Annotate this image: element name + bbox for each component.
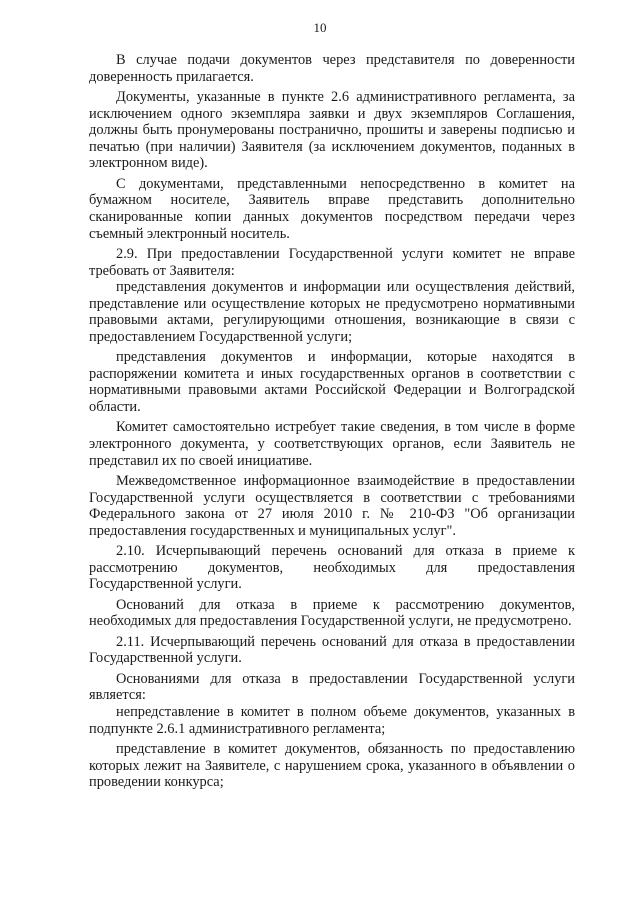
paragraph-scanned-copies: С документами, представленными непосредственно в комитет на бумажном носителе, Заявитель вправе представить дополнительно сканированные копии данных документов посредством передачи через съемный электронный носитель. <box>89 175 575 242</box>
paragraph-2-9-heading: 2.9. При предоставлении Государственной услуги комитет не вправе требовать от Заявителя: <box>89 245 575 279</box>
paragraph-2-9-item-1: представления документов и информации или осуществления действий, представление или осуществление которых не предусмотрено нормативными правовыми актами, регулирующими отношения, возникающие в связи с предоставлением Государственной услуги; <box>89 279 575 345</box>
paragraph-2-11-item-1: непредставление в комитет в полном объеме документов, указанных в подпункте 2.6.1 административного регламента; <box>89 703 575 737</box>
paragraph-2-9-item-2: представления документов и информации, которые находятся в распоряжении комитета и иных государственных органов в соответствии с нормативными правовыми актами Российской Федерации и Волгоградской области. <box>89 349 575 416</box>
paragraph-2-11-item-2: представление в комитет документов, обязанность по предоставлению которых лежит на Заявителе, с нарушением срока, указанного в объявлении о проведении конкурса; <box>89 740 575 791</box>
page-number: 10 <box>313 20 327 35</box>
paragraph-interagency-cooperation: Межведомственное информационное взаимодействие в предоставлении Государственной услуги осуществляется в соответствии с требованиями Федерального закона от 27 июля 2010 г. № 210-ФЗ "Об организации предоставления государственных и муниципальных услуг". <box>89 473 575 539</box>
paragraph-proxy-submission: В случае подачи документов через представителя по доверенности доверенность прилагается. <box>89 52 575 85</box>
paragraph-document-numbering: Документы, указанные в пункте 2.6 административного регламента, за исключением одного экземпляра заявки и двух экземпляров Соглашения, должны быть пронумерованы постранично, прошиты и заверены подписью и печатью (при наличии) Заявителя (за исключением документов, поданных в электронном виде). <box>89 88 575 172</box>
document-body <box>89 52 575 795</box>
paragraph-2-11-heading: 2.11. Исчерпывающий перечень оснований для отказа в предоставлении Государственной услуги. <box>89 633 575 667</box>
paragraph-2-10-heading: 2.10. Исчерпывающий перечень оснований для отказа в приеме к рассмотрению документов, необходимых для предоставления Государственной услуги. <box>89 543 575 593</box>
paragraph-2-10-body: Оснований для отказа в приеме к рассмотрению документов, необходимых для предоставления Государственной услуги, не предусмотрено. <box>89 596 575 630</box>
paragraph-2-11-intro: Основаниями для отказа в предоставлении Государственной услуги является: <box>89 670 575 704</box>
paragraph-committee-requests: Комитет самостоятельно истребует такие сведения, в том числе в форме электронного документа, у соответствующих органов, если Заявитель не представил их по своей инициативе. <box>89 419 575 469</box>
